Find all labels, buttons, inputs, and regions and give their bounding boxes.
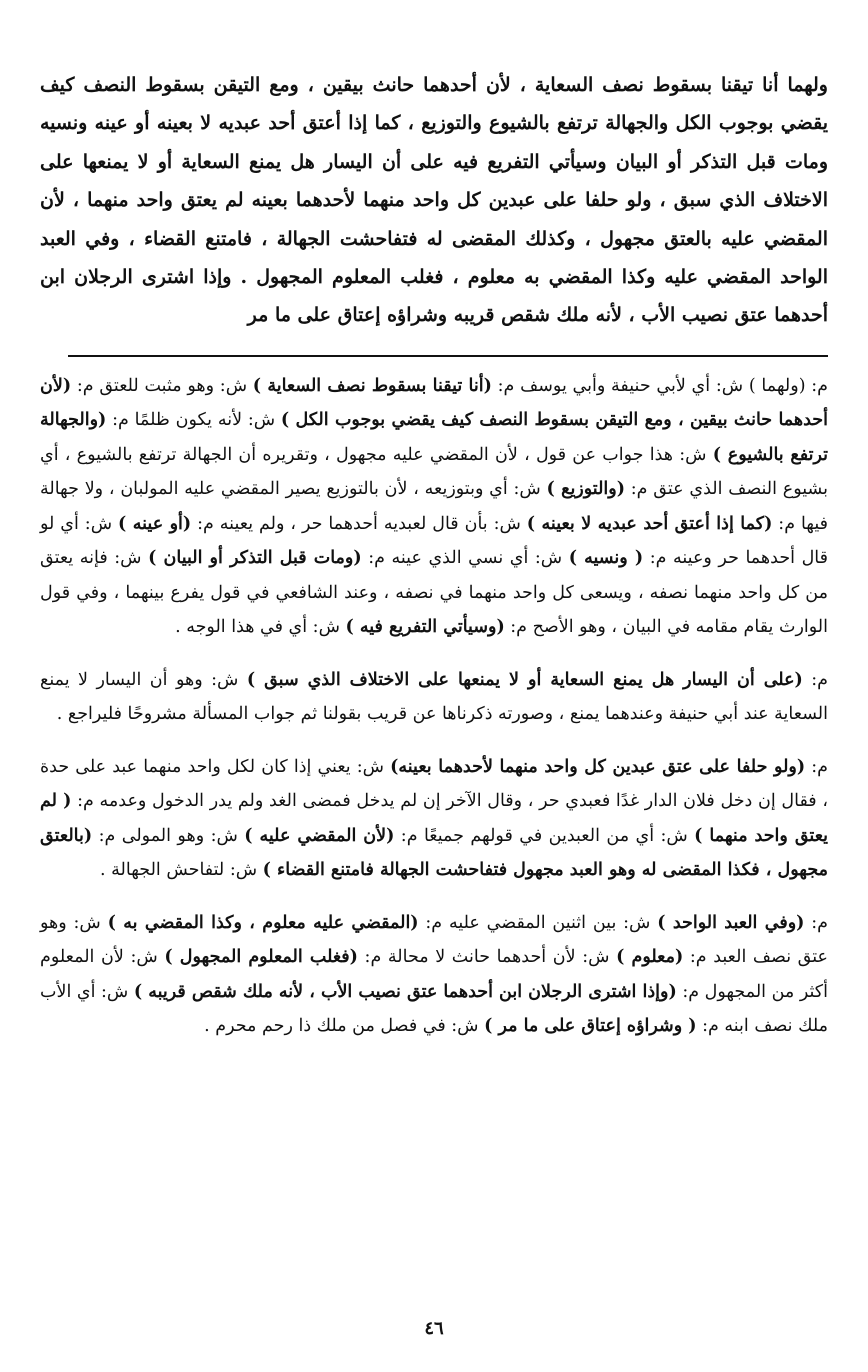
quoted-matn-segment: (أو عينه ) bbox=[118, 513, 192, 534]
commentary-segment: ش: هذا جواب عن قول ، لأن المقضي عليه مجهول ، وتقريره أن الجهالة ترتفع بالشيوع ، أي بشيوع النصف الذي عتق م: bbox=[40, 444, 828, 500]
page-number: ٤٦ bbox=[424, 1318, 444, 1339]
commentary-segment: ش: يعني إذا كان لكل واحد منهما عبد على حدة ، فقال إن دخل فلان الدار غدًا فعبدي حر ، وقال الآخر إن لم يدخل فمضى الغد ولم يدر الدخول وعدمه م: bbox=[40, 756, 828, 812]
commentary-paragraph bbox=[40, 906, 828, 1044]
commentary-segment: ش: في فصل من ملك ذا رحم محرم . bbox=[204, 1016, 485, 1037]
quoted-matn-segment: (وإذا اشترى الرجلان ابن أحدهما عتق نصيب الأب ، لأنه ملك شقص قريبه ) bbox=[133, 981, 677, 1002]
commentary-segment: ش: لأن أحدهما حانث لا محالة م: bbox=[357, 947, 617, 968]
commentary-segment: ش: أي في هذا الوجه . bbox=[175, 617, 346, 638]
quoted-matn-segment: (والجهالة ترتفع بالشيوع ) bbox=[40, 410, 828, 465]
commentary-segment: ش: أي من العبدين في قولهم جميعًا م: bbox=[394, 825, 695, 846]
book-page bbox=[40, 66, 828, 1062]
commentary-paragraph bbox=[40, 369, 828, 645]
quoted-matn-segment: (وفي العبد الواحد ) bbox=[657, 912, 805, 933]
quoted-matn-segment: (المقضي عليه معلوم ، وكذا المقضي به ) bbox=[107, 912, 419, 933]
main-paragraph: ولهما أنا تيقنا بسقوط نصف السعاية ، لأن أحدهما حانث بيقين ، ومع التيقن بسقوط النصف كيف يقضي بوجوب الكل والجهالة ترتفع بالشيوع والتوزيع ، كما إذا أعتق أحد عبديه لا بعينه أو عينه ونسيه ومات قبل التذكر أو البيان وسيأتي التفريع فيه على أن اليسار هل يمنع السعاية أو لا يمنعها على الاختلاف الذي سبق ، ولو حلفا على عبدين كل واحد منهما لأحدهما بعينه لم يعتق واحد منهما ، لأن المقضي عليه بالعتق مجهول ، وكذلك المقضى له فتفاحشت الجهالة ، فامتنع القضاء ، وفي العبد الواحد المقضي عليه وكذا المقضي به معلوم ، فغلب المعلوم المجهول . وإذا اشترى الرجلان ابن أحدهما عتق نصيب الأب ، لأنه ملك شقص قريبه وشراؤه إعتاق على ما مر bbox=[40, 74, 828, 327]
commentary-segment: ش: وهو عتق نصف العبد م: bbox=[40, 912, 829, 968]
commentary-segment: م: bbox=[805, 756, 828, 777]
commentary-segment: ش: لأنه يكون ظلمًا م: bbox=[106, 410, 281, 431]
separator-rule bbox=[68, 355, 828, 357]
quoted-matn-segment: ( وشراؤه إعتاق على ما مر ) bbox=[484, 1016, 697, 1037]
quoted-matn-segment: (أنا تيقنا بسقوط نصف السعاية ) bbox=[252, 375, 492, 396]
quoted-matn-segment: (فغلب المعلوم المجهول ) bbox=[164, 947, 358, 968]
commentary-segment: م: bbox=[804, 912, 829, 933]
commentary-segment: ش: أي وبتوزيعه ، لأن بالتوزيع يصير المقضي عليه المولبان ، ولا جهالة فيها م: bbox=[40, 479, 829, 534]
commentary-segment: ش: وهو المولى م: bbox=[92, 825, 245, 846]
quoted-matn-segment: ( ونسيه ) bbox=[568, 548, 644, 569]
commentary-segment: م: (ولهما ) ش: أي لأبي حنيفة وأبي يوسف م: bbox=[491, 375, 828, 396]
quoted-matn-segment: (معلوم ) bbox=[616, 947, 684, 968]
quoted-matn-segment: (وسيأتي التفريع فيه ) bbox=[345, 617, 505, 638]
commentary-segment: ش: لتفاحش الجهالة . bbox=[100, 860, 263, 881]
quoted-matn-segment: (لأن المقضي عليه ) bbox=[244, 825, 395, 846]
commentary-segment: ش: وهو مثبت للعتق م: bbox=[71, 375, 253, 396]
commentary-segment: ش: بأن قال لعبديه أحدهما حر ، ولم يعينه م: bbox=[191, 513, 527, 534]
commentary-segment: ش: أي الأب ملك نصف ابنه م: bbox=[40, 981, 828, 1037]
quoted-matn-segment: ( لم يعتق واحد منهما ) bbox=[40, 791, 829, 846]
commentary-segment: ش: فإنه يعتق من كل واحد منهما نصفه ، ويسعى كل واحد منهما في نصفه ، وعند الشافعي في قول يفرع بينهما ، وفي قول الوارث يقام مقامه في البيان ، وهو الأصح م: bbox=[40, 548, 828, 638]
commentary-segment: ش: لأن المعلوم أكثر من المجهول م: bbox=[40, 947, 828, 1002]
quoted-matn-segment: (بالعتق مجهول ، فكذا المقضى له وهو العبد مجهول فتفاحشت الجهالة فامتنع القضاء ) bbox=[40, 825, 828, 881]
main-text-block bbox=[40, 66, 828, 335]
quoted-matn-segment: (والتوزيع ) bbox=[546, 479, 626, 500]
commentary-block bbox=[40, 369, 828, 1044]
commentary-segment: ش: أي لو قال أحدهما حر وعينه م: bbox=[40, 513, 828, 569]
commentary-paragraph bbox=[40, 750, 828, 888]
commentary-segment: ش: وهو أن اليسار لا يمنع السعاية عند أبي حنيفة وعندهما يمنع ، وصورته ذكرناها عن قريب بقولنا ثم جواب المسألة مشروحًا فليراجع . bbox=[40, 669, 828, 725]
quoted-matn-segment: (ومات قبل التذكر أو البيان ) bbox=[148, 548, 362, 569]
quoted-matn-segment: (كما إذا أعتق أحد عبديه لا بعينه ) bbox=[526, 513, 773, 534]
commentary-segment: م: bbox=[802, 669, 828, 690]
quoted-matn-segment: (ولو حلفا على عتق عبدين كل واحد منهما لأحدهما بعينه) bbox=[390, 756, 806, 777]
commentary-paragraph bbox=[40, 663, 828, 732]
quoted-matn-segment: (على أن اليسار هل يمنع السعاية أو لا يمنعها على الاختلاف الذي سبق ) bbox=[246, 669, 803, 690]
commentary-segment: ش: بين اثنين المقضي عليه م: bbox=[418, 912, 658, 933]
quoted-matn-segment: (لأن أحدهما حانث بيقين ، ومع التيقن بسقوط النصف كيف يقضي بوجوب الكل ) bbox=[40, 375, 828, 431]
commentary-segment: ش: أي نسي الذي عينه م: bbox=[361, 548, 569, 569]
